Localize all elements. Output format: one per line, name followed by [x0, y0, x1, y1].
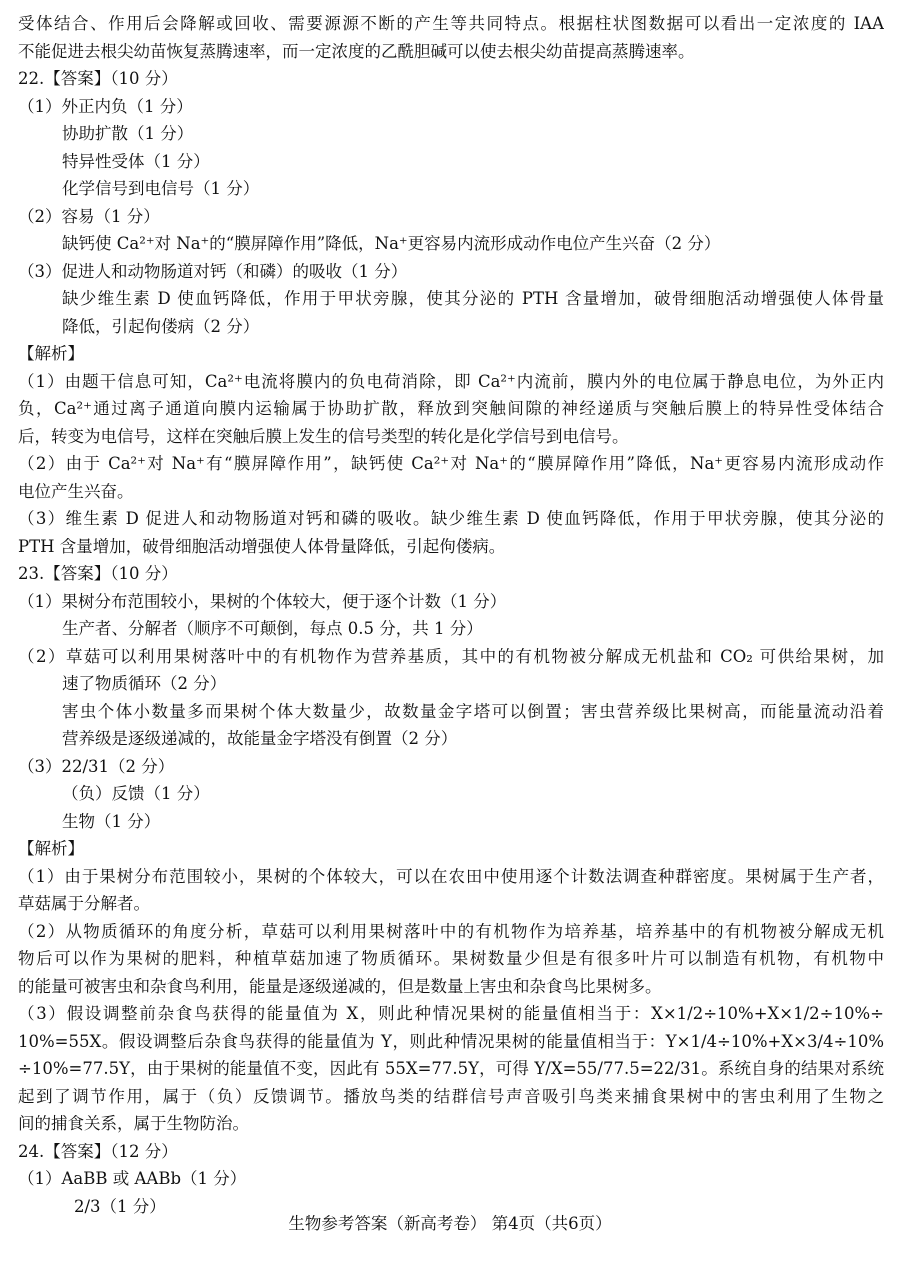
document-body [18, 10, 884, 1220]
text-line: 10%=55X。假设调整后杂食鸟获得的能量值为 Y，则此种情况果树的能量值相当于：Y×1/4÷10%+X×3/4÷10% [18, 1031, 884, 1051]
text-line: 协助扩散（1 分） [62, 124, 194, 143]
text-line: （2）容易（1 分） [18, 206, 160, 226]
text-line: 生物（1 分） [62, 811, 161, 831]
text-line: （2）草菇可以利用果树落叶中的有机物作为营养基质，其中的有机物被分解成无机盐和 CO₂ 可供给果树，加 [18, 646, 884, 666]
text-line: 速了物质循环（2 分） [62, 674, 227, 693]
text-line: 降低，引起佝偻病（2 分） [62, 316, 260, 336]
text-line: 间的捕食关系，属于生物防治。 [18, 1114, 249, 1133]
text-line: 电位产生兴奋。 [18, 481, 134, 501]
text-line: （1）AaBB 或 AABb（1 分） [18, 1169, 247, 1188]
text-line: 【解析】 [18, 344, 84, 363]
text-line: 害虫个体小数量多而果树个体大数量少，故数量金字塔可以倒置；害虫营养级比果树高，而能量流动沿着 [62, 701, 884, 721]
text-line: （1）由于果树分布范围较小，果树的个体较大，可以在农田中使用逐个计数法调查种群密度。果树属于生产者， [18, 866, 884, 886]
text-line: 的能量可被害虫和杂食鸟利用，能量是逐级递减的，但是数量上害虫和杂食鸟比果树多。 [18, 976, 662, 996]
text-line: 2/3（1 分） [74, 1196, 166, 1216]
text-line: 后，转变为电信号，这样在突触后膜上发生的信号类型的转化是化学信号到电信号。 [18, 426, 629, 446]
text-line: 生产者、分解者（顺序不可颠倒，每点 0.5 分，共 1 分） [62, 619, 483, 638]
text-line: 营养级是逐级递减的，故能量金字塔没有倒置（2 分） [62, 729, 458, 748]
text-line: 23.【答案】（10 分） [18, 564, 178, 583]
text-line: 特异性受体（1 分） [62, 151, 210, 171]
text-line: 受体结合、作用后会降解或回收、需要源源不断的产生等共同特点。根据柱状图数据可以看出一定浓度的 IAA [18, 14, 884, 33]
text-line: 不能促进去根尖幼苗恢复蒸腾速率，而一定浓度的乙酰胆碱可以使去根尖幼苗提高蒸腾速率。 [18, 41, 695, 61]
text-line: （3）促进人和动物肠道对钙（和磷）的吸收（1 分） [18, 261, 408, 281]
text-line: （负）反馈（1 分） [62, 784, 210, 803]
text-line: （1）由题干信息可知，Ca²⁺电流将膜内的负电荷消除，即 Ca²⁺内流前，膜内外的电位属于静息电位，为外正内 [18, 371, 884, 391]
text-line: 起到了调节作用，属于（负）反馈调节。播放鸟类的结群信号声音吸引鸟类来捕食果树中的害虫利用了生物之 [18, 1086, 884, 1106]
text-line: （3）22/31（2 分） [18, 756, 175, 776]
text-line: 化学信号到电信号（1 分） [62, 179, 260, 198]
text-line: （3）假设调整前杂食鸟获得的能量值为 X，则此种情况果树的能量值相当于：X×1/2÷10%+X×1/2÷10%÷ [18, 1004, 884, 1023]
text-line: PTH 含量增加，破骨细胞活动增强使人体骨量降低，引起佝偻病。 [18, 536, 506, 556]
text-line: 缺钙使 Ca²⁺对 Na⁺的“膜屏障作用”降低，Na⁺更容易内流形成动作电位产生兴奋（2 分） [62, 234, 721, 253]
text-line: 物后可以作为果树的肥料，种植草菇加速了物质循环。果树数量少但是有很多叶片可以制造有机物，有机物中 [18, 949, 884, 968]
text-line: （3）维生素 D 促进人和动物肠道对钙和磷的吸收。缺少维生素 D 使血钙降低，作用于甲状旁腺，使其分泌的 [18, 509, 884, 528]
text-line: 草菇属于分解者。 [18, 894, 150, 913]
text-line: 【解析】 [18, 839, 84, 858]
text-line: 24.【答案】（12 分） [18, 1141, 178, 1161]
text-line: 缺少维生素 D 使血钙降低，作用于甲状旁腺，使其分泌的 PTH 含量增加，破骨细胞活动增强使人体骨量 [62, 289, 884, 308]
page-footer: 生物参考答案（新高考卷） 第4页（共6页） [288, 1214, 612, 1233]
text-line: 负，Ca²⁺通过离子通道向膜内运输属于协助扩散，释放到突触间隙的神经递质与突触后膜上的特异性受体结合 [18, 399, 884, 418]
text-line: ÷10%=77.5Y，由于果树的能量值不变，因此有 55X=77.5Y，可得 Y/X=55/77.5=22/31。系统自身的结果对系统 [18, 1059, 884, 1078]
text-line: （2）由于 Ca²⁺对 Na⁺有“膜屏障作用”，缺钙使 Ca²⁺对 Na⁺的“膜屏障作用”降低，Na⁺更容易内流形成动作 [18, 454, 884, 473]
text-line: （2）从物质循环的角度分析，草菇可以利用果树落叶中的有机物作为培养基，培养基中的有机物被分解成无机 [18, 921, 884, 941]
text-line: （1）果树分布范围较小，果树的个体较大，便于逐个计数（1 分） [18, 591, 507, 611]
text-line: 22.【答案】（10 分） [18, 69, 178, 88]
text-line: （1）外正内负（1 分） [18, 96, 193, 116]
